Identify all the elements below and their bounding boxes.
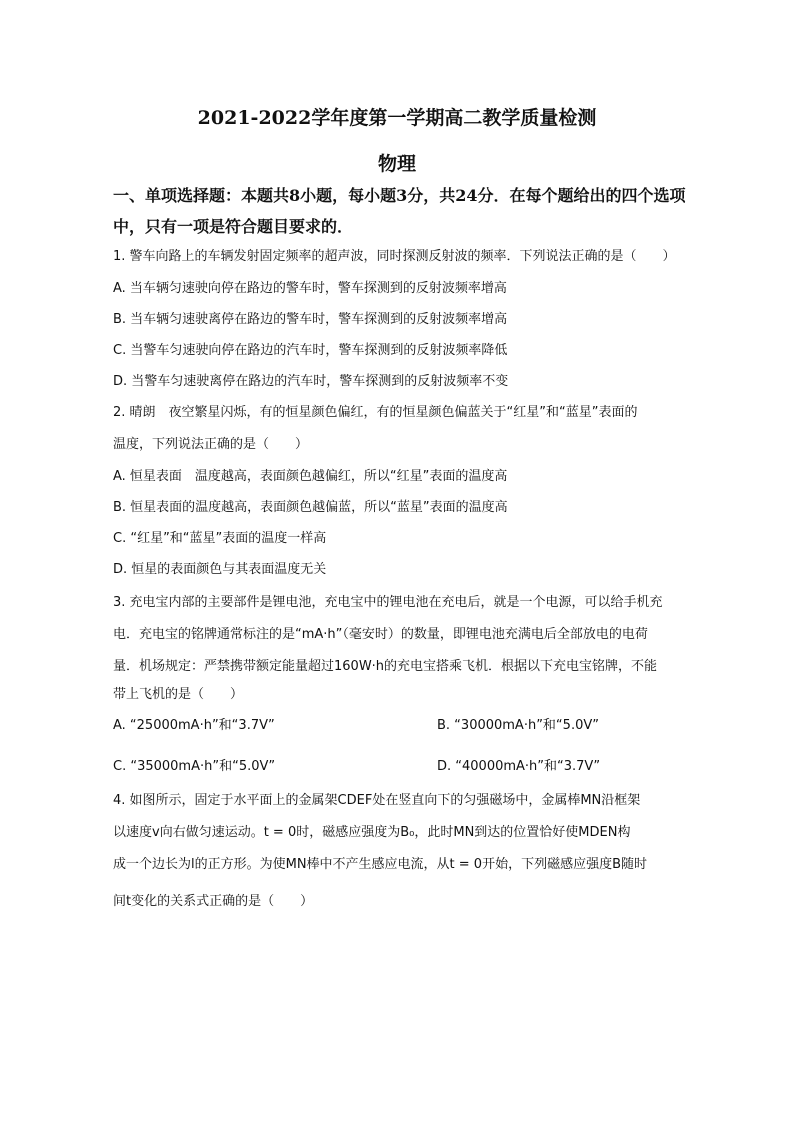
question-3-stem-line-2: 电．充电宝的铭牌通常标注的是“mA·h”（毫安时）的数量，即锂电池充满电后全部放电的电荷 [113,627,648,642]
question-1-option-b: B. 当车辆匀速驶离停在路边的警车时，警车探测到的反射波频率增高 [113,312,508,327]
question-4-stem-line-4: 间t变化的关系式正确的是（ ） [113,894,314,909]
section-heading-line-2: 中，只有一项是符合题目要求的． [113,217,354,236]
question-1-stem: 1. 警车向路上的车辆发射固定频率的超声波，同时探测反射波的频率．下列说法正确的是（ ） [113,249,676,264]
question-2-option-a: A. 恒星表面 温度越高，表面颜色越偏红，所以“红星”表面的温度高 [113,469,508,484]
question-4-stem-line-3: 成一个边长为l的正方形。为使MN棒中不产生感应电流，从t = 0开始，下列磁感应强度B随时 [113,857,647,872]
document-subject: 物理 [377,153,416,175]
question-2-stem-line-1: 2. 晴朗 夜空繁星闪烁，有的恒星颜色偏红，有的恒星颜色偏蓝关于“红星”和“蓝星”表面的 [113,405,638,420]
question-3-stem-line-3: 量．机场规定：严禁携带额定能量超过160W·h的充电宝搭乘飞机．根据以下充电宝铭牌，不能 [113,659,658,674]
section-heading-line-1: 一、单项选择题：本题共8小题，每小题3分，共24分．在每个题给出的四个选项 [113,186,686,205]
document-title: 2021-2022学年度第一学期高二教学质量检测 [197,107,597,129]
question-3-stem-line-1: 3. 充电宝内部的主要部件是锂电池，充电宝中的锂电池在充电后，就是一个电源，可以给手机充 [113,595,663,610]
question-3-option-b: B. “30000mA·h”和“5.0V” [437,718,599,733]
question-3-stem-line-4: 带上飞机的是（ ） [113,687,244,702]
question-2-option-c: C. “红星”和“蓝星”表面的温度一样高 [113,531,327,546]
question-1-option-d: D. 当警车匀速驶离停在路边的汽车时，警车探测到的反射波频率不变 [113,374,509,389]
question-1-option-a: A. 当车辆匀速驶向停在路边的警车时，警车探测到的反射波频率增高 [113,281,507,296]
question-2-stem-line-2: 温度，下列说法正确的是（ ） [113,437,309,452]
question-3-option-a: A. “25000mA·h”和“3.7V” [113,718,275,733]
question-2-option-d: D. 恒星的表面颜色与其表面温度无关 [113,562,327,577]
question-3-option-d: D. “40000mA·h”和“3.7V” [437,759,601,774]
question-1-option-c: C. 当警车匀速驶向停在路边的汽车时，警车探测到的反射波频率降低 [113,343,508,358]
question-3-option-c: C. “35000mA·h”和“5.0V” [113,759,276,774]
question-4-stem-line-1: 4. 如图所示，固定于水平面上的金属架CDEF处在竖直向下的匀强磁场中，金属棒MN沿框架 [113,793,641,808]
section-heading [113,180,703,242]
question-4-stem-line-2: 以速度v向右做匀速运动。t = 0时，磁感应强度为B₀，此时MN到达的位置恰好使MDEN构 [113,825,631,840]
question-2-option-b: B. 恒星表面的温度越高，表面颜色越偏蓝，所以“蓝星”表面的温度高 [113,500,508,515]
